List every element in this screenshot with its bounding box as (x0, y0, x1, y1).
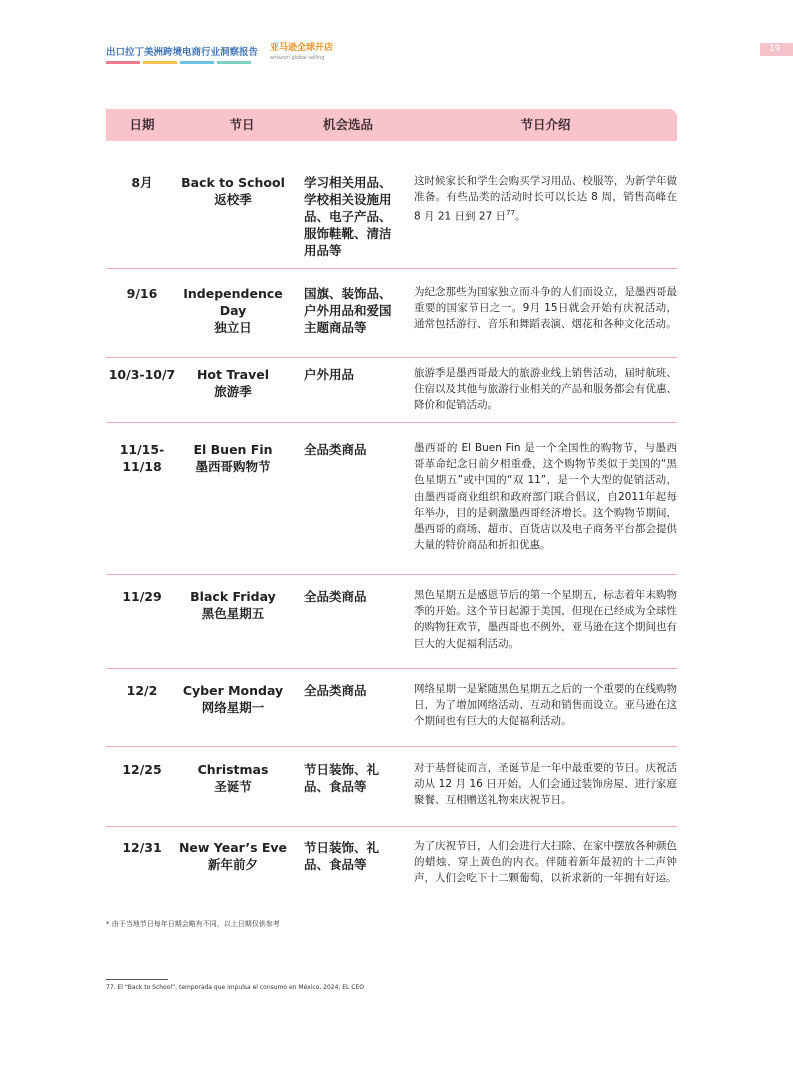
row-divider (106, 668, 677, 669)
row-category: 学习相关用品、学校相关设施用品、电子产品、服饰鞋靴、清洁用品等 (304, 175, 392, 258)
row-divider (106, 268, 677, 269)
festival-cn: 墨西哥购物节 (195, 459, 271, 474)
row-intro: 为纪念那些为国家独立而斗争的人们而设立，是墨西哥最重要的国家节日之一。9月 15日就会开始有庆祝活动，通常包括游行、音乐和舞蹈表演、烟花和各种文化活动。 (414, 286, 677, 331)
row-date: 12/2 (126, 683, 158, 698)
row-divider (106, 746, 677, 747)
festival-en: Black Friday (190, 589, 276, 604)
date-footnote: * 由于当地节日每年日期会略有不同，以上日期仅供参考 (106, 920, 280, 928)
row-festival (172, 174, 294, 208)
color-bar-yellow (143, 61, 177, 64)
reference-marker: 77 (506, 209, 516, 218)
header-color-bars (106, 61, 251, 64)
row-date: 8月 (131, 175, 153, 190)
festival-en: Hot Travel (196, 367, 270, 382)
row-date: 12/25 (122, 762, 162, 777)
row-festival (172, 588, 294, 622)
row-category: 全品类商品 (304, 442, 367, 457)
row-date: 9/16 (126, 286, 158, 301)
logo-subtext: amazon global selling (270, 55, 325, 61)
row-intro: 网络星期一是紧随黑色星期五之后的一个重要的在线购物日，为了增加网络活动、互动和销售而设立。亚马逊在这个期间也有巨大的大促福利活动。 (414, 683, 677, 728)
row-divider (106, 357, 677, 358)
intro-text: 这时候家长和学生会购买学习用品、校服等，为新学年做准备。有些品类的活动时长可以长达 8 周，销售高峰在 8 月 21 日到 27 日 (414, 175, 677, 223)
header-category: 机会选品 (322, 117, 373, 132)
amazon-global-selling-logo (270, 43, 332, 67)
festival-en: Cyber Monday (182, 683, 284, 698)
row-divider (106, 422, 677, 423)
header-intro: 节日介绍 (520, 117, 571, 132)
row-festival (172, 761, 294, 795)
row-festival (172, 441, 294, 475)
festival-cn: 旅游季 (214, 384, 252, 399)
row-category: 全品类商品 (304, 589, 367, 604)
page-number: 19 (760, 43, 793, 56)
color-bar-blue (180, 61, 214, 64)
row-intro: 为了庆祝节日，人们会进行大扫除、在家中摆放各种颜色的蜡烛、穿上黄色的内衣。伴随着新年最初的十二声钟声，人们会吃下十二颗葡萄，以祈求新的一年拥有好运。 (414, 840, 677, 885)
festival-en: Independence Day (183, 286, 283, 318)
row-date: 11/15-11/18 (119, 442, 165, 474)
table-header (106, 109, 677, 141)
row-category: 全品类商品 (304, 683, 367, 698)
festival-en: Back to School (181, 175, 285, 190)
festival-en: New Year’s Eve (178, 840, 288, 855)
row-intro: 旅游季是墨西哥最大的旅游业线上销售活动，届时航班、住宿以及其他与旅游行业相关的产品和服务都会有优惠、降价和促销活动。 (414, 367, 677, 412)
festival-cn: 黑色星期五 (201, 606, 265, 621)
row-intro: 墨西哥的 El Buen Fin 是一个全国性的购物节，与墨西哥革命纪念日前夕相重叠，这个购物节类似于美国的“黑色星期五”或中国的“双 11”，是一个大型的促销活动，由墨西哥商业组织和政府部门联合倡议，自2011年起每年举办，目的是刺激墨西哥经济增长。这个购物节期间，墨西哥的商场、超市、百货店以及电子商务平台都会提供大量的特价商品和折扣优惠。 (414, 442, 677, 552)
festival-cn: 圣诞节 (214, 779, 252, 794)
row-date: 11/29 (122, 589, 162, 604)
festival-en: El Buen Fin (193, 442, 273, 457)
header-date: 日期 (129, 117, 155, 132)
row-festival (172, 285, 294, 336)
row-intro: 黑色星期五是感恩节后的第一个星期五，标志着年末购物季的开始。这个节日起源于美国，但现在已经成为全球性的购物狂欢节，墨西哥也不例外，亚马逊在这个期间也有巨大的大促福利活动。 (414, 589, 677, 650)
row-festival (172, 366, 294, 400)
color-bar-teal (217, 61, 251, 64)
row-category: 节日装饰、礼品、食品等 (304, 840, 380, 872)
row-intro: 对于基督徒而言，圣诞节是一年中最重要的节日。庆祝活动从 12 月 16 日开始，人们会通过装饰房屋、进行家庭聚餐、互相赠送礼物来庆祝节日。 (414, 762, 677, 807)
row-intro (414, 173, 677, 225)
row-divider (106, 826, 677, 827)
color-bar-pink (106, 61, 140, 64)
row-category: 户外用品 (304, 367, 355, 382)
reference-77: 77. El “Back to School”, temporada que impulsa el consumo en México, 2024, EL CEO (106, 984, 364, 991)
logo-text: 亚马逊全球开店 (270, 43, 334, 53)
row-category: 节日装饰、礼品、食品等 (304, 762, 380, 794)
festival-cn: 网络星期一 (201, 700, 265, 715)
header-festival: 节日 (229, 117, 255, 132)
row-date: 12/31 (122, 840, 162, 855)
report-title: 出口拉丁美洲跨境电商行业洞察报告 (106, 47, 259, 58)
festival-cn: 新年前夕 (207, 857, 258, 872)
row-category: 国旗、装饰品、户外用品和爱国主题商品等 (304, 286, 392, 335)
row-date: 10/3-10/7 (108, 367, 176, 382)
footnote-divider (106, 979, 168, 980)
row-festival (172, 682, 294, 716)
festival-cn: 返校季 (214, 192, 252, 207)
festival-en: Christmas (197, 762, 269, 777)
festival-cn: 独立日 (214, 320, 252, 335)
row-festival (172, 839, 294, 873)
row-divider (106, 574, 677, 575)
intro-text-end: 。 (515, 210, 526, 223)
